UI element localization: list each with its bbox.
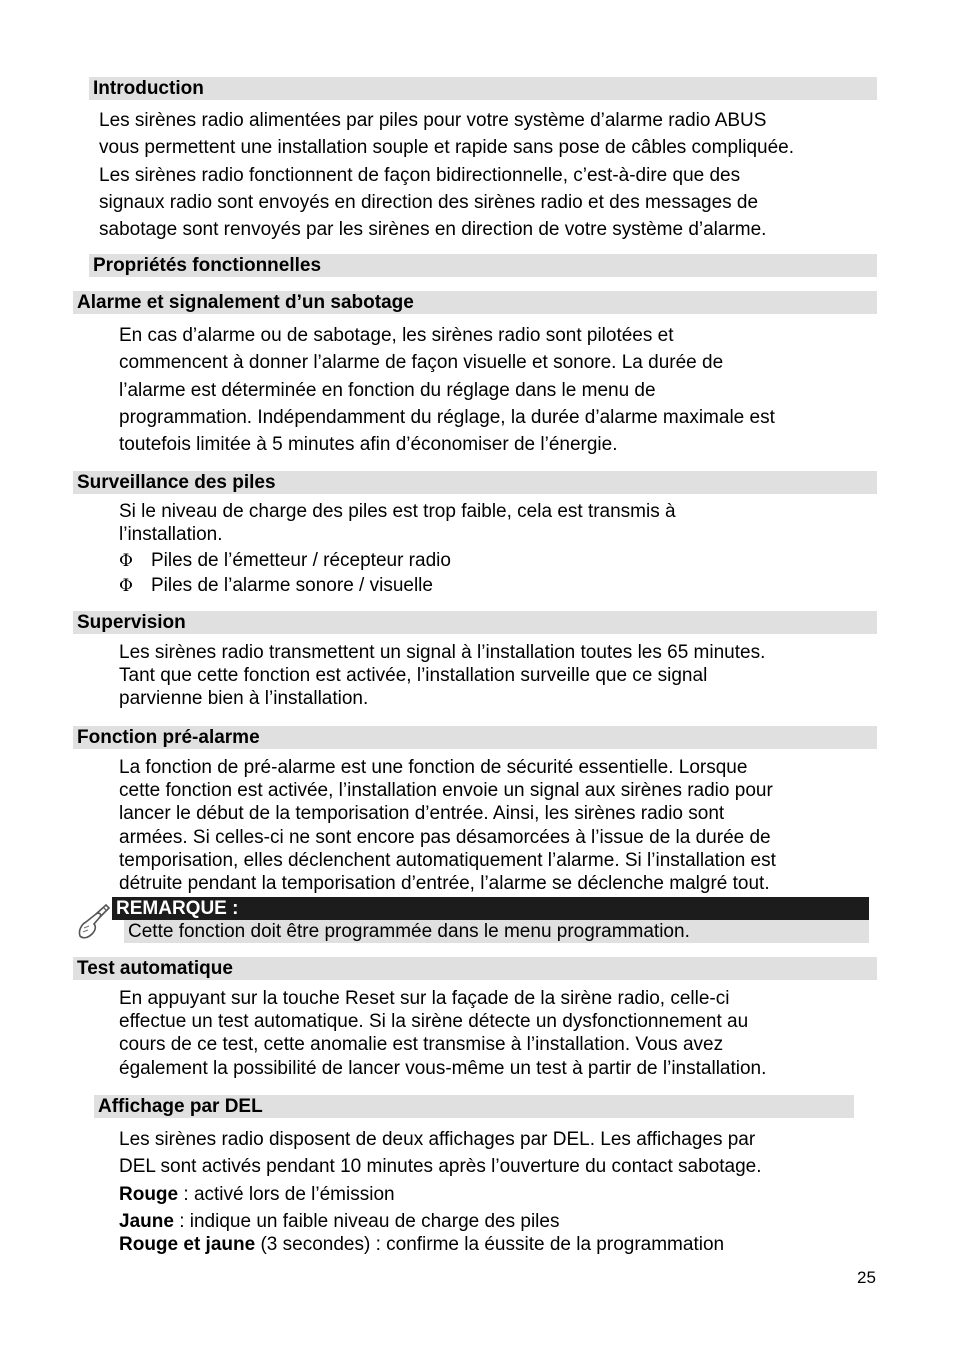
- text-line: effectue un test automatique. Si la sirène détecte un dysfonctionnement au: [119, 1011, 749, 1033]
- introduction-paragraph: [99, 107, 869, 243]
- text-line: armées. Si celles-ci ne sont encore pas désamorcées à l’issue de la durée de: [119, 826, 771, 848]
- list-item: [119, 574, 433, 599]
- text-line: Tant que cette fonction est activée, l’installation surveille que ce signal: [119, 665, 708, 687]
- text-line: signaux radio sont envoyés en direction des sirènes radio et des messages de: [99, 191, 759, 213]
- bullet-symbol: Φ: [119, 576, 133, 596]
- pencil-hand-icon: [74, 902, 112, 942]
- text-line: l’alarme est déterminée en fonction du réglage dans le menu de: [119, 379, 656, 401]
- text-line: programmation. Indépendamment du réglage, la durée d’alarme maximale est: [119, 406, 775, 428]
- section-heading-proprietes: Propriétés fonctionnelles: [89, 254, 877, 277]
- section-heading-introduction: Introduction: [89, 77, 877, 100]
- text-line: cours de ce test, cette anomalie est transmise à l’installation. Vous avez: [119, 1034, 724, 1056]
- text-line: temporisation, elles déclenchent automatiquement l’alarme. Si l’installation est: [119, 849, 776, 871]
- text-line: Les sirènes radio fonctionnent de façon bidirectionnelle, c’est-à-dire que des: [99, 164, 741, 186]
- text-line: vous permettent une installation souple et rapide sans pose de câbles compliquée.: [99, 137, 794, 159]
- section-heading-test: Test automatique: [73, 957, 877, 980]
- text-line: l’installation.: [119, 524, 223, 546]
- led-red-label: Rouge: [119, 1183, 179, 1205]
- supervision-paragraph: [119, 641, 869, 711]
- section-heading-prealarme: Fonction pré-alarme: [73, 726, 877, 749]
- text-line: Les sirènes radio disposent de deux affichages par DEL. Les affichages par: [119, 1129, 756, 1150]
- list-item: [119, 549, 451, 574]
- led-red-yellow-line: [119, 1233, 869, 1256]
- text-line: lancer le début de la temporisation d’entrée. Ainsi, les sirènes radio sont: [119, 803, 725, 825]
- led-yellow-label: Jaune: [119, 1211, 174, 1232]
- text-line: Les sirènes radio alimentées par piles pour votre système d’alarme radio ABUS: [99, 110, 767, 131]
- section-heading-piles: Surveillance des piles: [73, 471, 877, 494]
- list-item-text: Piles de l’émetteur / récepteur radio: [151, 550, 451, 571]
- list-item-text: Piles de l’alarme sonore / visuelle: [151, 575, 433, 596]
- text-line: La fonction de pré-alarme est une fonction de sécurité essentielle. Lorsque: [119, 757, 748, 778]
- text-line: sabotage sont renvoyés par les sirènes en direction de votre système d’alarme.: [99, 219, 767, 241]
- text-line: En cas d’alarme ou de sabotage, les sirènes radio sont pilotées et: [119, 325, 674, 346]
- section-heading-alarme: Alarme et signalement d’un sabotage: [73, 291, 877, 314]
- led-red-yellow-label: Rouge et jaune: [119, 1234, 256, 1256]
- text-line: cette fonction est activée, l’installation envoie un signal aux sirènes radio pour: [119, 780, 773, 802]
- led-red-yellow-text: (3 secondes) : confirme la éussite de la programmation: [255, 1234, 725, 1256]
- text-line: parvienne bien à l’installation.: [119, 688, 369, 710]
- section-heading-del: Affichage par DEL: [94, 1095, 854, 1118]
- del-paragraph: [119, 1126, 869, 1208]
- text-line: DEL sont activés pendant 10 minutes après l’ouverture du contact sabotage.: [119, 1156, 762, 1178]
- section-heading-supervision: Supervision: [73, 611, 877, 634]
- led-yellow-line: [119, 1210, 869, 1233]
- text-line: toutefois limitée à 5 minutes afin d’économiser de l’énergie.: [119, 434, 618, 456]
- note-text: Cette fonction doit être programmée dans le menu programmation.: [124, 920, 869, 943]
- text-line: En appuyant sur la touche Reset sur la façade de la sirène radio, celle-ci: [119, 988, 730, 1009]
- del-legend: [119, 1210, 869, 1256]
- text-line: également la possibilité de lancer vous-même un test à partir de l’installation.: [119, 1057, 767, 1079]
- text-line: Si le niveau de charge des piles est trop faible, cela est transmis à: [119, 501, 676, 522]
- piles-paragraph: [119, 500, 869, 546]
- page-number: 25: [857, 1268, 876, 1287]
- prealarme-paragraph: [119, 756, 869, 895]
- text-line: commencent à donner l’alarme de façon visuelle et sonore. La durée de: [119, 352, 724, 374]
- test-paragraph: [119, 987, 869, 1080]
- led-red-line: [119, 1181, 869, 1208]
- led-yellow-text: : indique un faible niveau de charge des piles: [173, 1211, 560, 1232]
- text-line: détruite pendant la temporisation d’entrée, l’alarme se déclenche malgré tout.: [119, 873, 770, 895]
- text-line: Les sirènes radio transmettent un signal à l’installation toutes les 65 minutes.: [119, 642, 766, 663]
- bullet-symbol: Φ: [119, 551, 133, 571]
- note-heading: REMARQUE :: [112, 897, 869, 920]
- led-red-text: : activé lors de l’émission: [178, 1183, 395, 1205]
- alarme-paragraph: [119, 322, 869, 458]
